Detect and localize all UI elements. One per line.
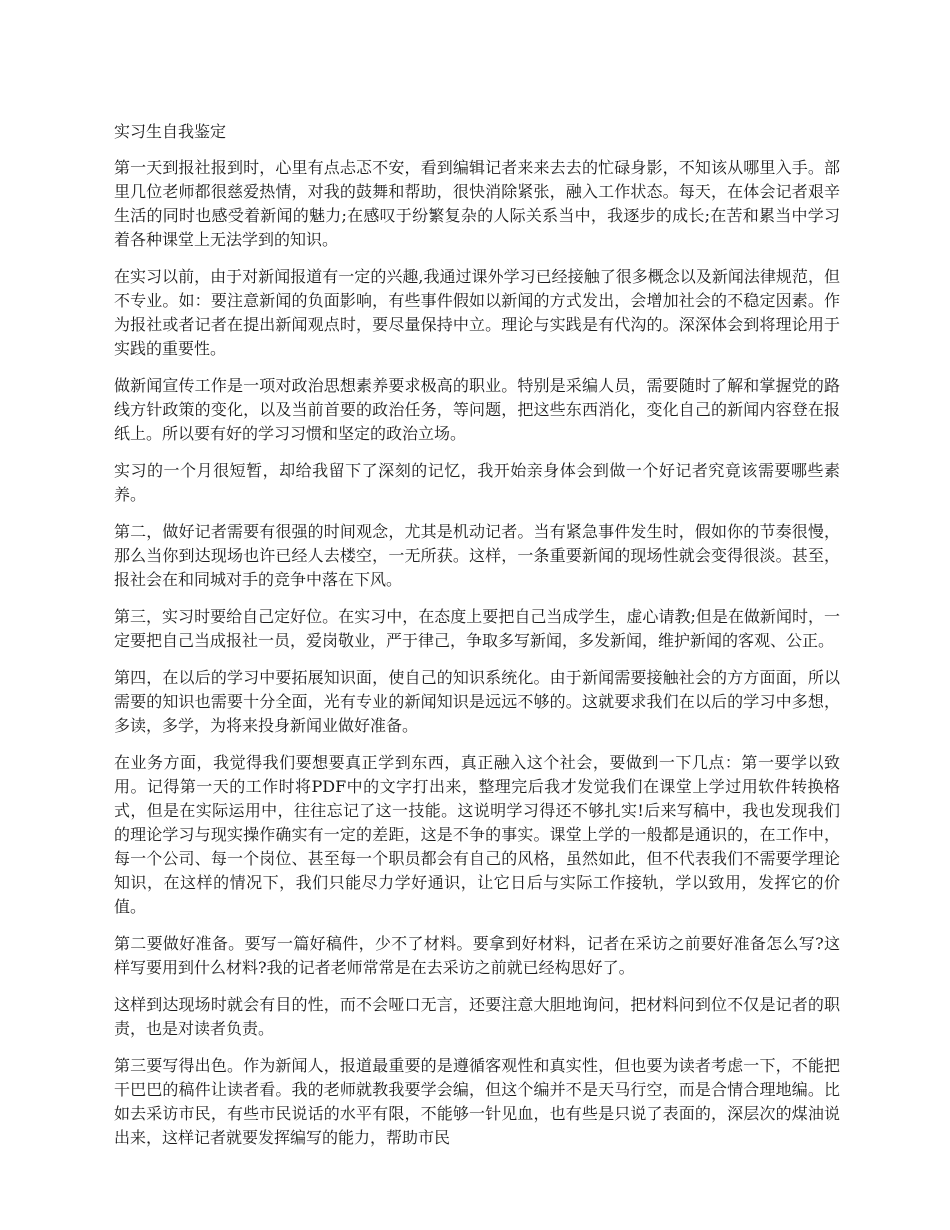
paragraph-2: 在实习以前，由于对新闻报道有一定的兴趣,我通过课外学习已经接触了很多概念以及新闻法律规范，但不专业。如：要注意新闻的负面影响，有些事件假如以新闻的方式发出，会增加社会的不稳定因素。作为报社或者记者在提出新闻观点时，要尽量保持中立。理论与实践是有代沟的。深深体会到将理论用于实践的重要性。 xyxy=(114,267,840,358)
document-page xyxy=(114,120,840,1163)
paragraph-1: 第一天到报社报到时，心里有点忐忑不安，看到编辑记者来来去去的忙碌身影，不知该从哪里入手。部里几位老师都很慈爱热情，对我的鼓舞和帮助，很快消除紧张，融入工作状态。每天，在体会记者艰辛生活的同时也感受着新闻的魅力;在感叹于纷繁复杂的人际关系当中，我逐步的成长;在苦和累当中学习着各种课堂上无法学到的知识。 xyxy=(114,158,840,249)
paragraph-6: 第三，实习时要给自己定好位。在实习中，在态度上要把自己当成学生，虚心请教;但是在做新闻时，一定要把自己当成报社一员，爱岗敬业，严于律己，争取多写新闻，多发新闻，维护新闻的客观、公正。 xyxy=(114,607,840,650)
document-title: 实习生自我鉴定 xyxy=(114,122,227,141)
paragraph-8: 在业务方面，我觉得我们要想要真正学到东西，真正融入这个社会，要做到一下几点：第一要学以致用。记得第一天的工作时将PDF中的文字打出来，整理完后我才发觉我们在课堂上学过用软件转换格式，但是在实际运用中，往往忘记了这一技能。这说明学习得还不够扎实!后来写稿中，我也发现我们的理论学习与现实操作确实有一定的差距，这是不争的事实。课堂上学的一般都是通识的，在工作中，每一个公司、每一个岗位、甚至每一个职员都会有自己的风格，虽然如此，但不代表我们不需要学理论知识，在这样的情况下，我们只能尽力学好通识，让它日后与实际工作接轨，学以致用，发挥它的价值。 xyxy=(114,753,840,916)
paragraph-5: 第二，做好记者需要有很强的时间观念，尤其是机动记者。当有紧急事件发生时，假如你的节奏很慢，那么当你到达现场也许已经人去楼空，一无所获。这样，一条重要新闻的现场性就会变得很淡。甚至，报社会在和同城对手的竞争中落在下风。 xyxy=(114,522,840,589)
paragraph-11: 第三要写得出色。作为新闻人，报道最重要的是遵循客观性和真实性，但也要为读者考虑一下，不能把干巴巴的稿件让读者看。我的老师就教我要学会编，但这个编并不是天马行空，而是合情合理地编。比如去采访市民，有些市民说话的水平有限，不能够一针见血，也有些是只说了表面的，深层次的煤油说出来，这样记者就要发挥编写的能力，帮助市民 xyxy=(114,1056,840,1147)
paragraph-3: 做新闻宣传工作是一项对政治思想素养要求极高的职业。特别是采编人员，需要随时了解和掌握党的路线方针政策的变化，以及当前首要的政治任务，等问题，把这些东西消化，变化自己的新闻内容登在报纸上。所以要有好的学习习惯和坚定的政治立场。 xyxy=(114,376,840,443)
paragraph-4: 实习的一个月很短暂，却给我留下了深刻的记忆，我开始亲身体会到做一个好记者究竟该需要哪些素养。 xyxy=(114,461,840,504)
paragraph-7: 第四，在以后的学习中要拓展知识面，使自己的知识系统化。由于新闻需要接触社会的方方面面，所以需要的知识也需要十分全面，光有专业的新闻知识是远远不够的。这就要求我们在以后的学习中多想，多读，多学，为将来投身新闻业做好准备。 xyxy=(114,668,840,735)
paragraph-10: 这样到达现场时就会有目的性，而不会哑口无言，还要注意大胆地询问，把材料问到位不仅是记者的职责，也是对读者负责。 xyxy=(114,995,840,1038)
paragraph-9: 第二要做好准备。要写一篇好稿件，少不了材料。要拿到好材料，记者在采访之前要好准备怎么写?这样写要用到什么材料?我的记者老师常常是在去采访之前就已经构思好了。 xyxy=(114,934,840,977)
